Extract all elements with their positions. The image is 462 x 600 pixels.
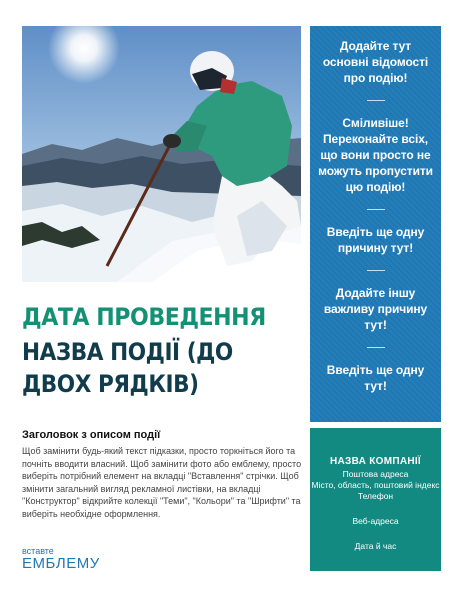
divider <box>367 209 385 210</box>
divider <box>367 100 385 101</box>
date-time[interactable]: Дата й час <box>354 541 397 551</box>
event-description[interactable]: Щоб замінити будь-який текст підказки, просто торкніться його та почніть вводити власний. Щоб замінити фото або емблему, просто виберіть потрібний елемент на вкладці "Вставлення" стрічки. Щоб змінити загальний вигляд рекламної листівки, на вкладці "Конструктор" відкрийте колекції "Теми", "Кольори" та "Шрифти" та виберіть необхідне оформлення. <box>22 446 302 519</box>
divider <box>367 270 385 271</box>
logo-line-2: ЕМБЛЕМУ <box>22 555 100 572</box>
event-date-heading[interactable]: ДАТА ПРОВЕДЕННЯ <box>22 303 266 331</box>
contact-panel <box>310 428 441 571</box>
logo-line-1: вставте <box>22 546 54 556</box>
city-region-zip[interactable]: Місто, область, поштовий індекс <box>311 480 440 490</box>
postal-address[interactable]: Поштова адреса <box>342 469 409 479</box>
divider <box>367 347 385 348</box>
skier-image <box>22 26 301 282</box>
event-subheading[interactable]: Заголовок з описом події <box>22 429 161 441</box>
highlight-5[interactable]: Введіть ще одну тут! <box>326 363 425 393</box>
event-highlights-panel <box>310 26 441 422</box>
highlight-4[interactable]: Додайте іншу важливу причину тут! <box>323 286 428 332</box>
logo-placeholder[interactable] <box>22 546 100 572</box>
highlight-2[interactable]: Сміливіше! Переконайте всіх, що вони просто не можуть пропустити цю подію! <box>318 116 433 194</box>
web-address[interactable]: Веб-адреса <box>352 516 399 526</box>
phone[interactable]: Телефон <box>357 491 394 501</box>
highlight-3[interactable]: Введіть ще одну причину тут! <box>326 225 425 255</box>
highlight-1[interactable]: Додайте тут основні відомості про подію! <box>322 39 429 85</box>
company-name[interactable]: НАЗВА КОМПАНІЇ <box>329 456 421 467</box>
event-name-heading[interactable]: НАЗВА ПОДІЇ (ДО ДВОХ РЯДКІВ) <box>22 338 233 398</box>
skier-photo[interactable] <box>22 26 301 282</box>
